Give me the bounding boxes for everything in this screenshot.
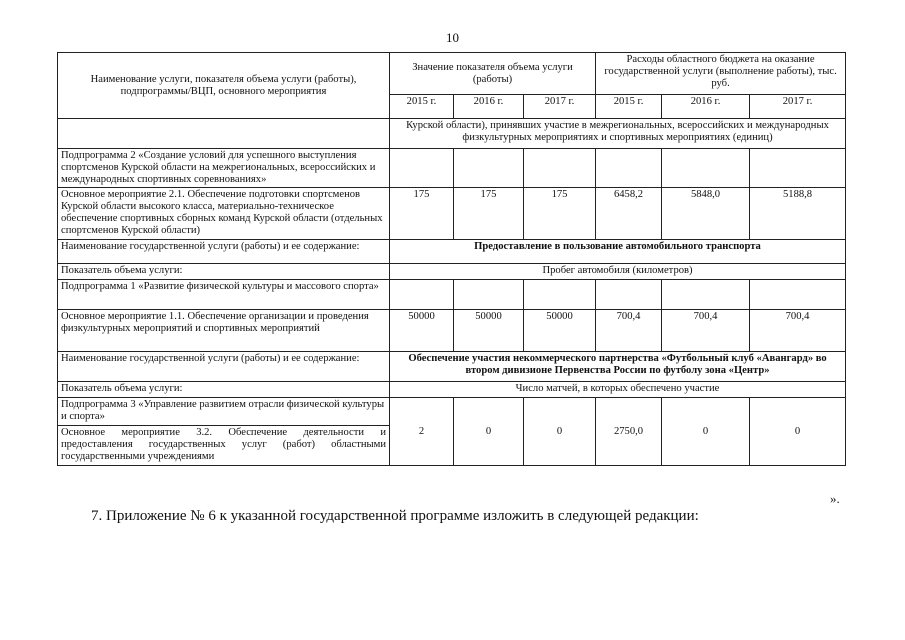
service-name: Обеспечение участия некоммерческого партнерства «Футбольный клуб «Авангард» во втором дивизионе Первенства России по футболу зона «Центр» xyxy=(390,352,846,382)
activity-3-2: Основное мероприятие 3.2. Обеспечение деятельности и предоставления государственных услуг (работ) областными государственными учреждениями xyxy=(58,426,390,466)
value-cell: 700,4 xyxy=(662,310,750,352)
value-cell: 50000 xyxy=(390,310,454,352)
value-cell: 2 xyxy=(390,398,454,466)
indicator-label: Показатель объема услуги: xyxy=(58,382,390,398)
indicator-name: Пробег автомобиля (километров) xyxy=(390,264,846,280)
subprogram-3: Подпрограмма 3 «Управление развитием отрасли физической культуры и спорта» xyxy=(58,398,390,426)
value-cell: 700,4 xyxy=(750,310,846,352)
value-cell: 175 xyxy=(524,188,596,240)
value-cell: 5848,0 xyxy=(662,188,750,240)
header-year: 2015 г. xyxy=(596,95,662,119)
header-year: 2015 г. xyxy=(390,95,454,119)
instruction-text: 7. Приложение № 6 к указанной государственной программе изложить в следующей редакции: xyxy=(91,508,699,524)
value-cell: 5188,8 xyxy=(750,188,846,240)
value-cell: 0 xyxy=(524,398,596,466)
empty-cell xyxy=(58,119,390,149)
indicator-label: Показатель объема услуги: xyxy=(58,264,390,280)
value-cell: 0 xyxy=(750,398,846,466)
page-number: 10 xyxy=(446,30,459,45)
value-cell: 50000 xyxy=(454,310,524,352)
header-year: 2017 г. xyxy=(524,95,596,119)
service-label: Наименование государственной услуги (работы) и ее содержание: xyxy=(58,352,390,382)
value-cell: 175 xyxy=(390,188,454,240)
value-cell: 6458,2 xyxy=(596,188,662,240)
continuation-text: Курской области), принявших участие в межрегиональных, всероссийских и международных физкультурных мероприятиях и спортивных мероприятиях (единиц) xyxy=(390,119,846,149)
activity-2-1: Основное мероприятие 2.1. Обеспечение подготовки спортсменов Курской области высокого класса, материально-техническое обеспечение спортивных сборных команд Курской области (отдельных спортсменов Курской области) xyxy=(58,188,390,240)
subprogram-2: Подпрограмма 2 «Создание условий для успешного выступления спортсменов Курской области на межрегиональных, всероссийских и международных спортивных соревнованиях» xyxy=(58,149,390,188)
value-cell: 700,4 xyxy=(596,310,662,352)
subprogram-1: Подпрограмма 1 «Развитие физической культуры и массового спорта» xyxy=(58,280,390,310)
header-year: 2016 г. xyxy=(454,95,524,119)
service-name: Предоставление в пользование автомобильного транспорта xyxy=(390,240,846,264)
closing-quote: ». xyxy=(830,491,840,506)
value-cell: 0 xyxy=(662,398,750,466)
header-year: 2016 г. xyxy=(662,95,750,119)
value-cell: 175 xyxy=(454,188,524,240)
activity-1-1: Основное мероприятие 1.1. Обеспечение организации и проведения физкультурных мероприятий и спортивных мероприятий xyxy=(58,310,390,352)
value-cell: 0 xyxy=(454,398,524,466)
header-name-column: Наименование услуги, показателя объема услуги (работы), подпрограммы/ВЦП, основного мероприятия xyxy=(58,53,390,119)
header-year: 2017 г. xyxy=(750,95,846,119)
header-expense-group: Расходы областного бюджета на оказание государственной услуги (выполнение работы), тыс. руб. xyxy=(596,53,846,95)
header-volume-group: Значение показателя объема услуги (работы) xyxy=(390,53,596,95)
indicator-name: Число матчей, в которых обеспечено участие xyxy=(390,382,846,398)
budget-table xyxy=(57,52,846,466)
value-cell: 2750,0 xyxy=(596,398,662,466)
value-cell: 50000 xyxy=(524,310,596,352)
service-label: Наименование государственной услуги (работы) и ее содержание: xyxy=(58,240,390,264)
